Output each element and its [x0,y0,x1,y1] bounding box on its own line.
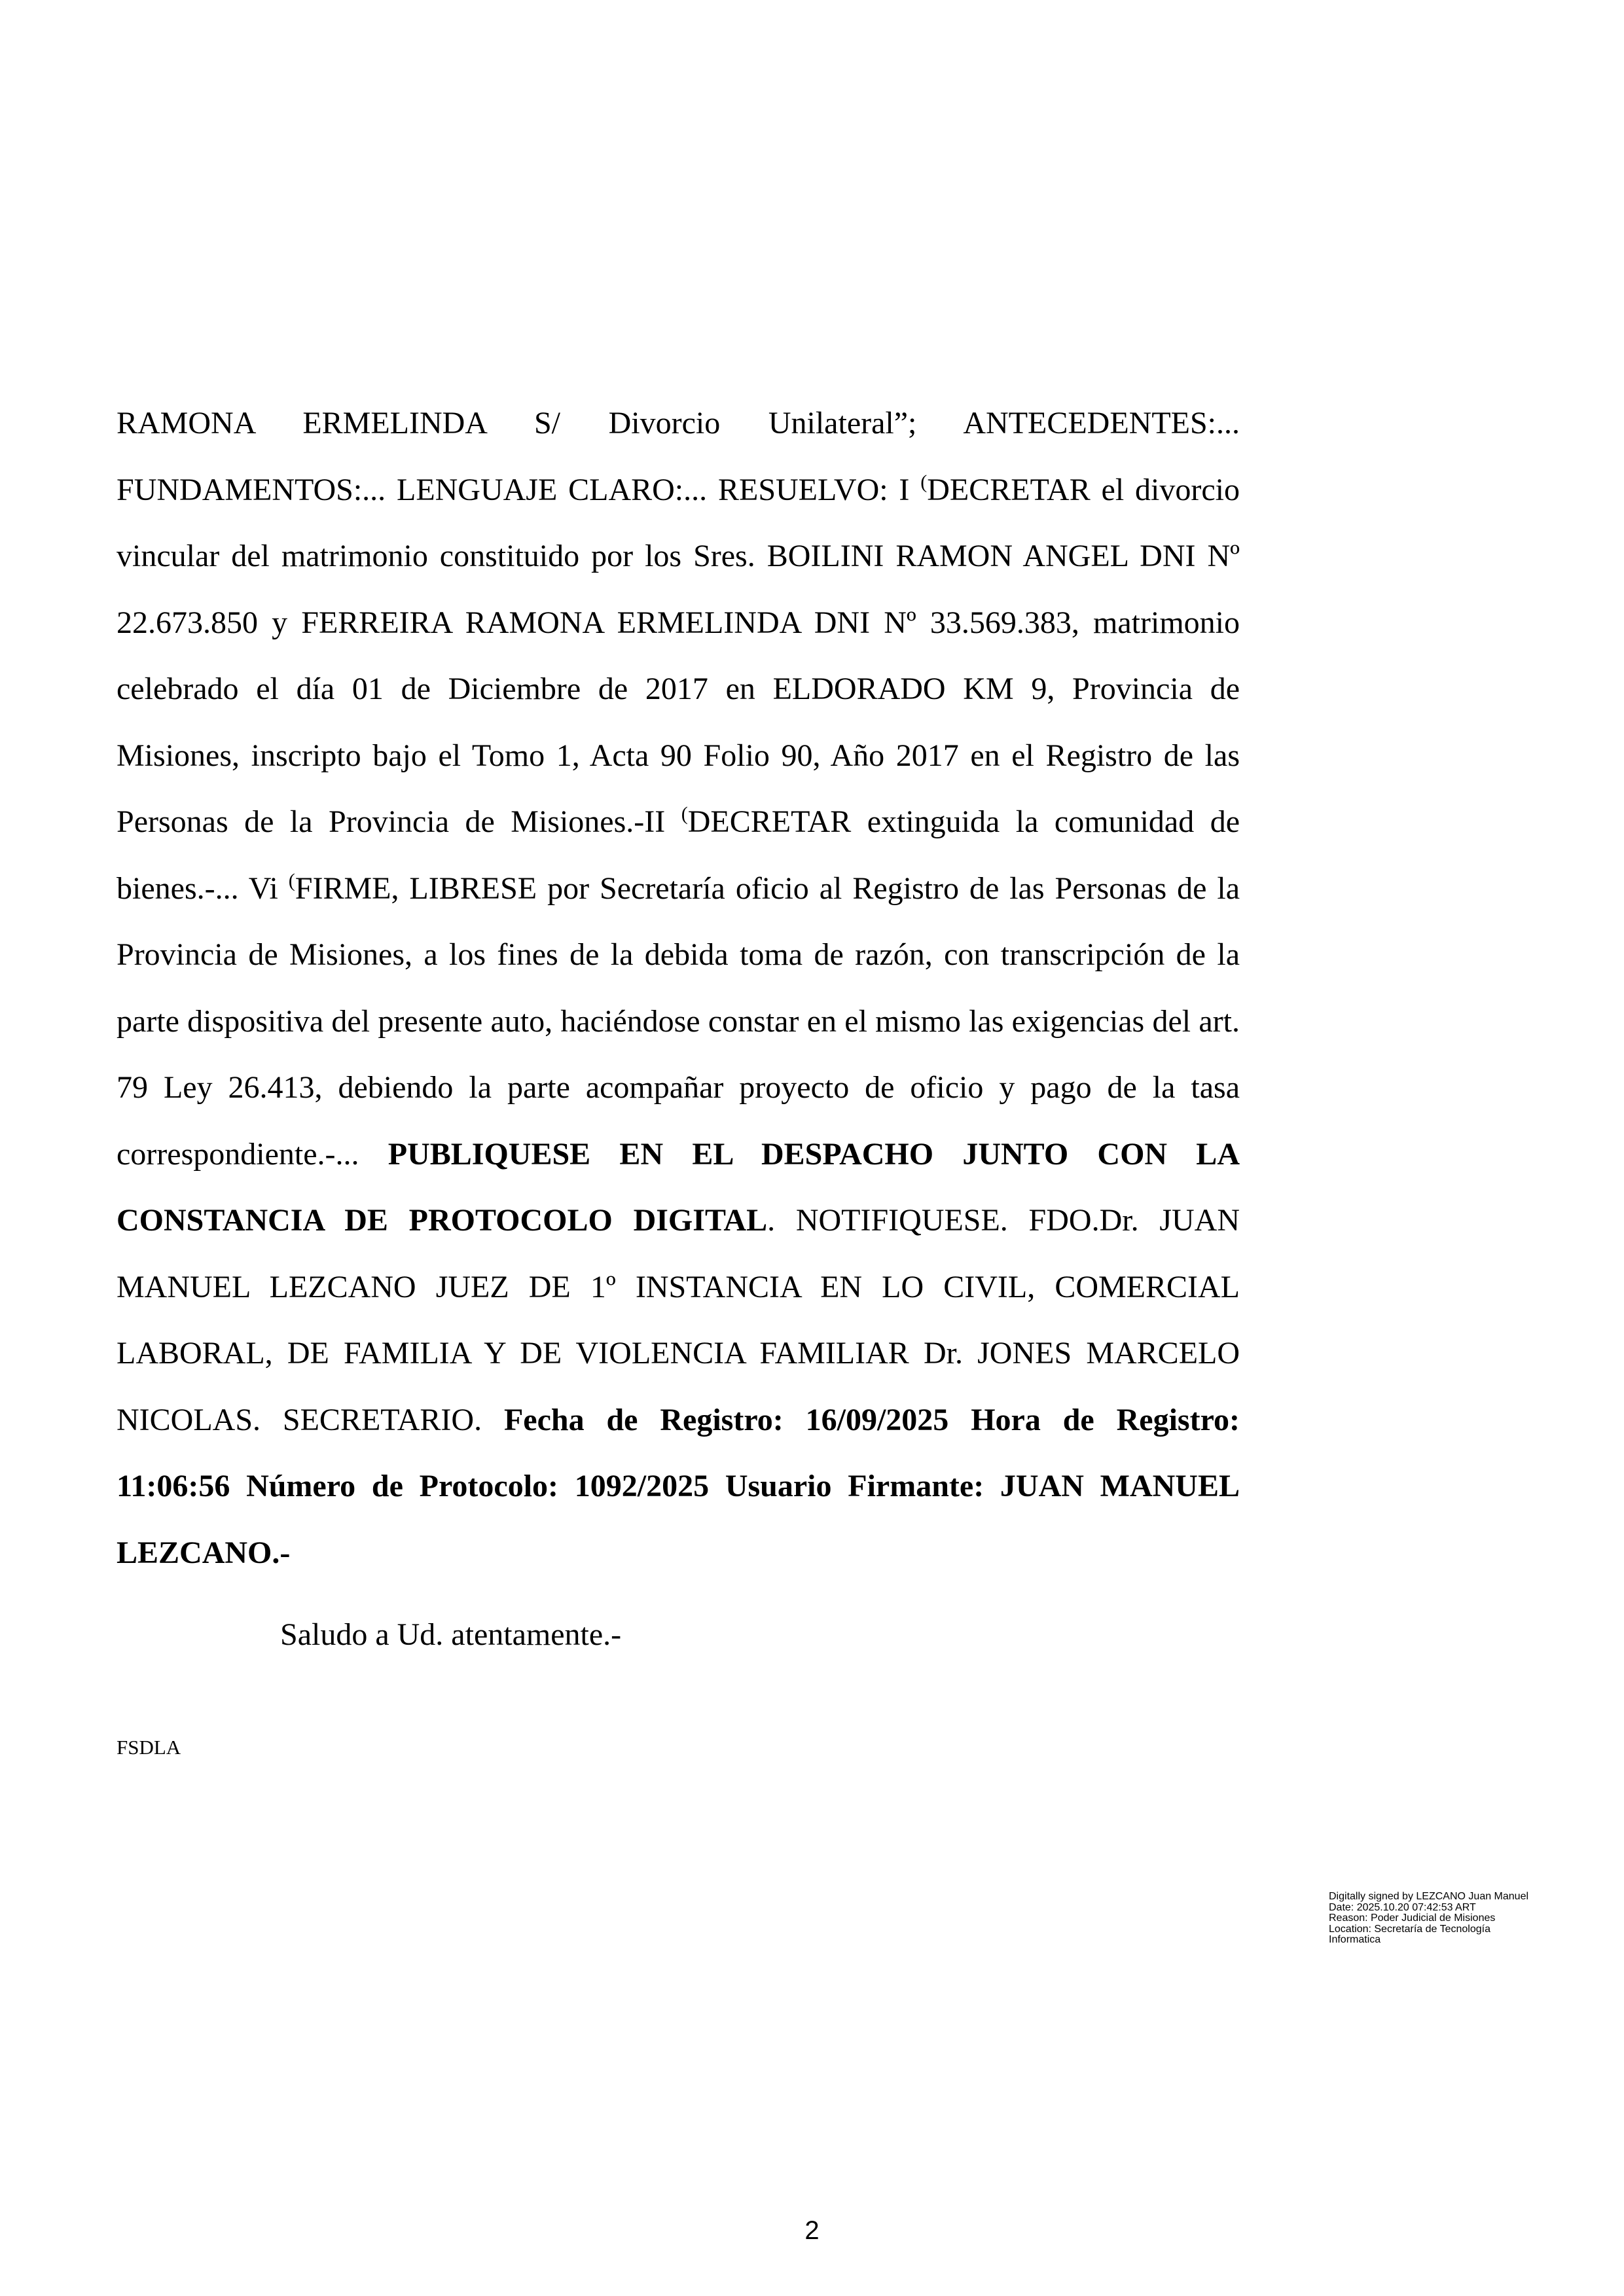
registry-info-bold: Fecha de Registro: 16/09/2025 Hora de Registro: 11:06:56 Número de Protocolo: 1092/2025 Usuario Firmante: JUAN MANUEL LEZCANO.- [117,1402,1240,1570]
signature-line: Location: Secretaría de Tecnología [1329,1923,1490,1935]
body-text-segment: DECRETAR el divorcio vincular del matrimonio constituido por los Sres. BOILINI RAMON ANGEL DNI Nº 22.673.850 y FERREIRA RAMONA ERMELINDA DNI Nº 33.569.383, matrimonio celebrado el día 01 de Diciembre de 2017 en ELDORADO KM 9, Provincia de Misiones, inscripto bajo el Tomo 1, Acta 90 Folio 90, Año 2017 en el Registro de las Personas de la Provincia de Misiones.-II [117,472,1240,839]
paren-mark: ( [920,471,928,493]
body-text-segment: DECRETAR extinguida la comunidad de bienes.-... Vi [117,804,1240,906]
author-initials: FSDLA [117,1736,181,1759]
closing-salutation: Saludo a Ud. atentamente.- [280,1617,622,1652]
body-text-segment: FIRME, LIBRESE por Secretaría oficio al Registro de las Personas de la Provincia de Misiones, a los fines de la debida toma de razón, con transcripción de la parte dispositiva del presente auto, haciéndose constar en el mismo las exigencias del art. 79 Ley 26.413, debiendo la parte acompañar proyecto de oficio y pago de la tasa correspondiente.-... [117,870,1240,1172]
signature-line: Date: 2025.10.20 07:42:53 ART [1329,1901,1476,1913]
page-number: 2 [804,2216,820,2245]
body-text-segment: . NOTIFIQUESE. FDO.Dr. JUAN MANUEL LEZCANO JUEZ DE 1º INSTANCIA EN LO CIVIL, COMERCIAL LABORAL, DE FAMILIA Y DE VIOLENCIA FAMILIAR Dr. JONES MARCELO NICOLAS. SECRETARIO. [117,1203,1240,1437]
signature-line: Reason: Poder Judicial de Misiones [1329,1912,1496,1924]
signature-line: Digitally signed by LEZCANO Juan Manuel [1329,1891,1529,1902]
digital-signature-block [1329,1892,1564,1946]
signature-line: Informatica [1329,1934,1381,1945]
resolution-body [117,390,1240,1586]
body-text-segment: RAMONA ERMELINDA S/ Divorcio Unilateral”; ANTECEDENTES:... FUNDAMENTOS:... LENGUAJE CLARO:... RESUELVO: I [117,406,1240,507]
paren-mark: ( [288,869,295,891]
publication-order-bold: PUBLIQUESE EN EL DESPACHO JUNTO CON LA CONSTANCIA DE PROTOCOLO DIGITAL [117,1136,1240,1238]
paren-mark: ( [681,803,688,825]
